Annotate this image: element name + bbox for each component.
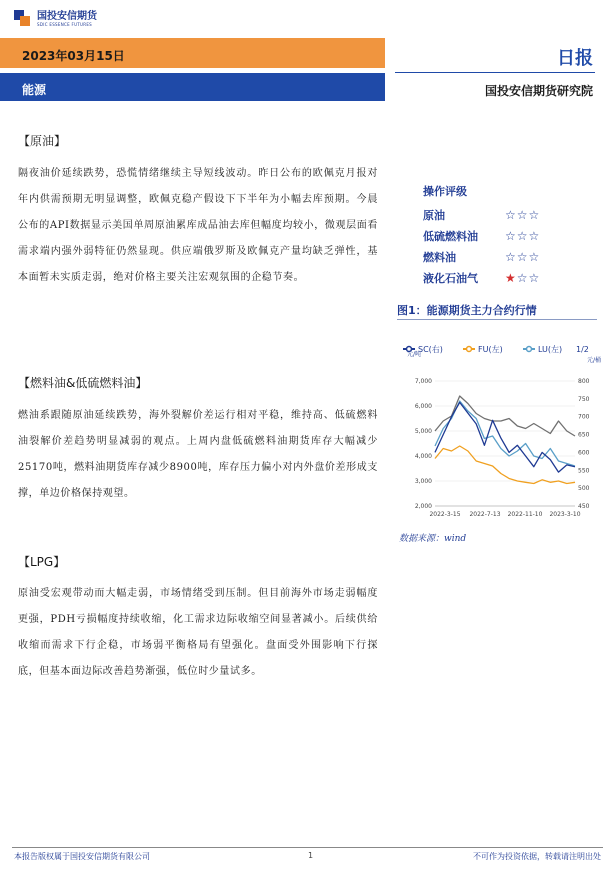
category-band	[0, 73, 385, 101]
right-tick-label: 600	[578, 449, 590, 457]
figure-divider	[397, 319, 597, 320]
right-tick-label: 450	[578, 503, 590, 510]
right-tick-label: 500	[578, 485, 590, 493]
right-tick-label: 800	[578, 378, 590, 385]
section-lpg-heading: 【LPG】	[18, 555, 66, 569]
x-tick-label: 2022-7-13	[469, 511, 501, 518]
legend-marker-2	[527, 347, 532, 352]
empty-star-icon: ☆☆☆	[505, 207, 541, 222]
right-tick-label: 550	[578, 467, 590, 475]
left-tick-label: 5,000	[414, 428, 432, 435]
legend-label-0: SC(右)	[418, 345, 443, 354]
footer-divider	[12, 847, 603, 848]
section-lpg-body: 原油受宏观带动而大幅走弱，市场情绪受到压制。但目前海外市场走弱幅度更强，PDH亏损幅度持续收缩，化工需求边际收缩空间显著减小。后续供给收缩而需求下行企稳，市场弱平衡格局有望强化。盘面受外围影响下行探底，但基本面边际改善趋势渐强，低位时少量试多。	[18, 588, 378, 677]
rating-panel	[423, 183, 540, 288]
legend-marker-1	[467, 347, 472, 352]
right-tick-label: 650	[578, 431, 590, 439]
series-line-sc	[435, 402, 575, 472]
rating-stars	[505, 250, 540, 264]
right-axis	[578, 378, 590, 510]
left-axis	[415, 378, 432, 510]
rating-name: 低硫燃料油	[423, 229, 478, 243]
x-tick-label: 2022-11-10	[507, 511, 543, 518]
empty-star-icon: ☆☆	[516, 270, 541, 285]
chart-grid	[435, 381, 575, 506]
footer-disclaimer: 不可作为投资依据，转载请注明出处	[473, 852, 601, 861]
rating-name: 液化石油气	[423, 271, 478, 285]
report-type: 日报	[557, 48, 593, 69]
logo-cn: 国投安信期货	[37, 11, 97, 22]
rating-stars	[505, 208, 540, 222]
footer-copyright: 本报告版权属于国投安信期货有限公司	[14, 852, 150, 861]
rating-row	[423, 225, 540, 246]
logo-en: SDIC ESSENCE FUTURES	[37, 22, 93, 27]
figure-source: 数据来源：wind	[399, 534, 467, 544]
right-axis-unit: 元/桶	[587, 357, 602, 364]
rating-title: 操作评级	[423, 185, 467, 198]
section-fuel-heading: 【燃料油&低硫燃料油】	[18, 376, 148, 390]
filled-star-icon: ★	[505, 270, 517, 285]
rating-row	[423, 267, 540, 288]
rating-stars	[505, 229, 540, 243]
page-number: 1	[308, 851, 314, 860]
rating-row	[423, 204, 540, 225]
section-fuel-body: 燃油系跟随原油延续跌势，海外裂解价差运行相对平稳，维持高、低硫燃料油裂解价差趋势明显减弱的观点。上周内盘低硫燃料油期货库存大幅减少25170吨，燃料油期货库存减少8900吨，库存压力偏小对内外盘价差形成支撑，单边价格保持观望。	[18, 410, 378, 499]
rating-name: 原油	[423, 208, 445, 222]
empty-star-icon: ☆☆☆	[505, 249, 541, 264]
right-tick-label: 700	[578, 413, 590, 421]
right-tick-label: 750	[578, 395, 590, 403]
left-tick-label: 7,000	[414, 378, 432, 385]
company-logo	[14, 10, 97, 28]
section-crude-heading: 【原油】	[18, 134, 67, 148]
x-tick-label: 2023-3-10	[549, 511, 581, 518]
left-tick-label: 2,000	[414, 503, 432, 510]
rating-name: 燃料油	[423, 250, 456, 264]
series-line-extra	[435, 396, 575, 436]
figure-title: 图1：能源期货主力合约行情	[397, 304, 537, 317]
report-date: 2023年03月15日	[22, 49, 125, 63]
legend-label-1: FU(左)	[478, 345, 503, 354]
section-crude-body: 隔夜油价延续跌势，恐慌情绪继续主导短线波动。昨日公布的欧佩克月报对年内供需预期无明显调整，欧佩克稳产假设下下半年为小幅去库预期。今晨公布的API数据显示美国单周原油累库成品油去库但幅度均较小，微观层面看需求端内强外弱特征仍然显现。供应端俄罗斯及欧佩克产量均缺乏弹性，基本面暂未实质走弱，绝对价格主要关注宏观氛围的企稳节奏。	[18, 168, 378, 283]
report-category: 能源	[22, 83, 47, 97]
chart-legend[interactable]	[403, 344, 562, 354]
legend-label-2: LU(左)	[538, 345, 563, 354]
left-axis-unit: 元/吨	[407, 351, 422, 358]
empty-star-icon: ☆☆☆	[505, 228, 541, 243]
chart-series	[435, 396, 575, 484]
rating-stars	[505, 271, 540, 285]
left-tick-label: 4,000	[414, 453, 432, 460]
x-axis	[429, 506, 580, 518]
header-divider	[395, 72, 595, 73]
legend-page-indicator[interactable]: 1/2	[576, 345, 589, 354]
x-tick-label: 2022-3-15	[429, 511, 461, 518]
left-tick-label: 6,000	[414, 403, 432, 410]
department-name: 国投安信期货研究院	[484, 84, 593, 98]
left-tick-label: 3,000	[414, 478, 432, 485]
rating-row	[423, 246, 540, 267]
futures-price-chart	[397, 336, 603, 526]
logo-mark-icon	[14, 10, 32, 28]
